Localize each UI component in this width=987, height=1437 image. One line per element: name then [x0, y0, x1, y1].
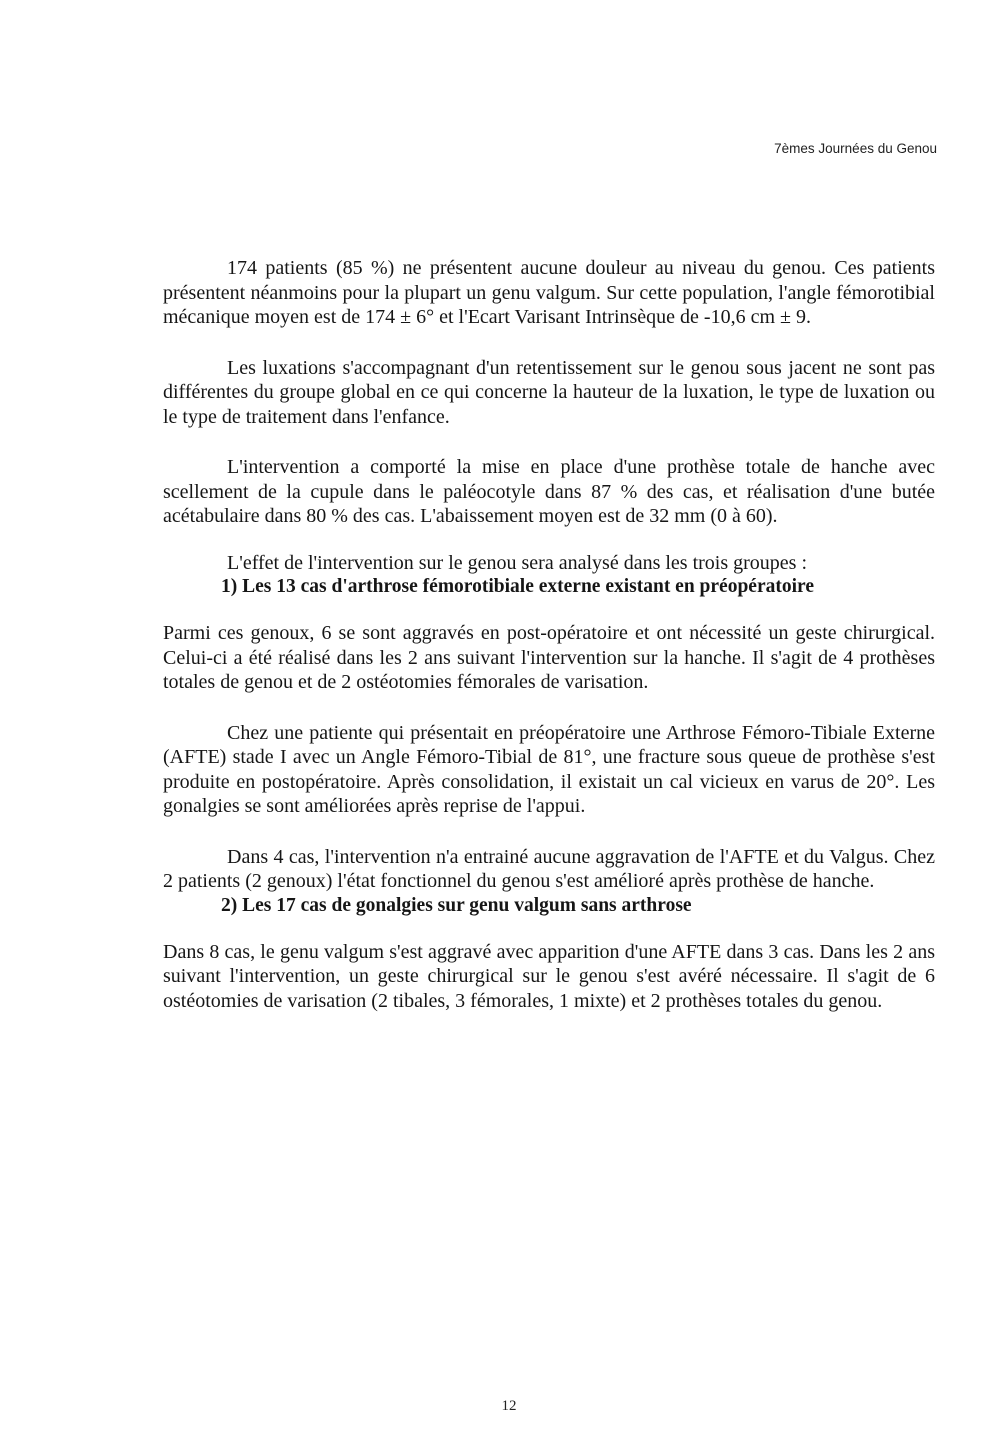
paragraph-luxations: Les luxations s'accompagnant d'un retentissement sur le genou sous jacent ne sont pas différentes du groupe global en ce qui concerne la hauteur de la luxation, le type de luxation ou le type de traitement dans l'enfance. [163, 356, 935, 428]
paragraph-effet-intervention: L'effet de l'intervention sur le genou sera analysé dans les trois groupes : [227, 551, 807, 574]
paragraph-sans-aggravation: Dans 4 cas, l'intervention n'a entrainé aucune aggravation de l'AFTE et du Valgus. Chez 2 patients (2 genoux) l'état fonctionnel du genou s'est amélioré après prothèse de hanche. [163, 845, 935, 892]
paragraph-genu-valgum: Dans 8 cas, le genu valgum s'est aggravé avec apparition d'une AFTE dans 3 cas. Dans les 2 ans suivant l'intervention, un geste chirurgical sur le genou s'est avéré nécessaire. Il s'agit de 6 ostéotomies de varisation (2 tibales, 3 fémorales, 1 mixte) et 2 prothèses totales du genou. [163, 940, 935, 1012]
document-body [163, 256, 935, 1013]
page-number: 12 [501, 1398, 517, 1414]
paragraph-patients-sans-douleur: 174 patients (85 %) ne présentent aucune douleur au niveau du genou. Ces patients présentent néanmoins pour la plupart un genu valgum. Sur cette population, l'angle fémorotibial mécanique moyen est de 174 ± 6° et l'Ecart Varisant Intrinsèque de -10,6 cm ± 9. [163, 257, 935, 328]
paragraph-intervention: L'intervention a comporté la mise en place d'une prothèse totale de hanche avec scellement de la cupule dans le paléocotyle dans 87 % des cas, et réalisation d'une butée acétabulaire dans 80 % des cas. L'abaissement moyen est de 32 mm (0 à 60). [163, 456, 935, 527]
paragraph-genoux-aggraves: Parmi ces genoux, 6 se sont aggravés en post-opératoire et ont nécessité un geste chirurgical. Celui-ci a été réalisé dans les 2 ans suivant l'intervention sur la hanche. Il s'agit de 4 prothèses totales de genou et de 2 ostéotomies fémorales de varisation. [163, 622, 935, 693]
section-heading-arthrose: 1) Les 13 cas d'arthrose fémorotibiale externe existant en préopératoire [221, 576, 814, 597]
section-heading-gonalgies: 2) Les 17 cas de gonalgies sur genu valgum sans arthrose [221, 894, 692, 916]
running-header: 7èmes Journées du Genou [774, 141, 937, 156]
paragraph-patiente-fracture: Chez une patiente qui présentait en préopératoire une Arthrose Fémoro-Tibiale Externe (AFTE) stade I avec un Angle Fémoro-Tibial de 81°, une fracture sous queue de prothèse s'est produite en postopératoire. Après consolidation, il existait un cal vicieux en varus de 20°. Les gonalgies se sont améliorées après reprise de l'appui. [163, 721, 935, 817]
